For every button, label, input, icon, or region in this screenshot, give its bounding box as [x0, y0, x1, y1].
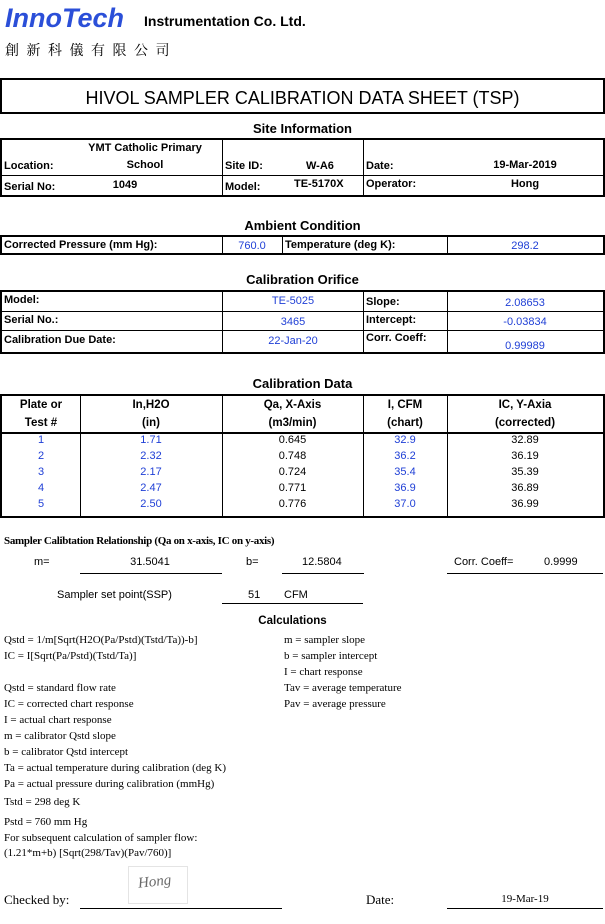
calibration-due-value: 22-Jan-20	[268, 335, 318, 347]
calibration-data-heading: Calibration Data	[252, 376, 353, 391]
site-info-heading: Site Information	[253, 121, 352, 136]
footer-date-label: Date:	[366, 892, 395, 907]
cell-inh2o: 2.17	[140, 466, 162, 478]
orifice-corr-value: 0.99989	[505, 340, 545, 352]
header-in: (in)	[142, 416, 160, 429]
orifice-intercept-value: -0.03834	[503, 316, 547, 328]
calculations-heading: Calculations	[258, 615, 327, 627]
def-m: m = calibrator Qstd slope	[4, 730, 116, 742]
company-brand: InnoTech	[5, 3, 124, 33]
location-value-line1: YMT Catholic Primary	[88, 142, 202, 154]
calibration-due-label: Calibration Due Date:	[4, 334, 116, 346]
cell-test: 3	[37, 466, 45, 478]
formula-qstd: Qstd = 1/m[Sqrt(H2O(Pa/Pstd)(Tstd/Ta))-b]	[4, 634, 198, 646]
operator-value: Hong	[510, 178, 540, 190]
def-qstd: Qstd = standard flow rate	[4, 682, 116, 694]
cell-ic: 36.99	[511, 498, 539, 510]
orifice-serial-value: 3465	[280, 316, 306, 328]
sampler-corr-value: 0.9999	[544, 556, 578, 568]
cell-icfm: 37.0	[394, 498, 416, 510]
checked-by-signature: Hong	[137, 872, 173, 892]
def-pstd: Pstd = 760 mm Hg	[4, 816, 88, 828]
cell-qa: 0.645	[278, 434, 307, 446]
corrected-pressure-value: 760.0	[238, 240, 266, 252]
def-tstd: Tstd = 298 deg K	[4, 796, 81, 808]
cell-inh2o: 1.71	[140, 434, 162, 446]
header-chart: (chart)	[387, 416, 423, 429]
m-label: m=	[34, 556, 50, 568]
relationship-heading: Sampler Calibtation Relationship (Qa on x-axis, IC on y-axis)	[4, 535, 275, 547]
temperature-value: 298.2	[511, 240, 539, 252]
cell-test: 1	[37, 434, 45, 446]
b-value: 12.5804	[302, 556, 342, 568]
cell-qa: 0.748	[278, 450, 307, 462]
header-ic: IC, Y-Axia	[498, 398, 552, 411]
table-row	[2, 448, 603, 464]
header-icfm: I, CFM	[387, 398, 423, 411]
header-inh2o: In,H2O	[132, 398, 170, 411]
header-test: Test #	[24, 416, 58, 429]
cell-inh2o: 2.32	[140, 450, 162, 462]
cell-inh2o: 2.50	[140, 498, 162, 510]
cell-icfm: 36.9	[394, 482, 416, 494]
def-ta: Ta = actual temperature during calibration (deg K)	[4, 762, 226, 774]
table-row	[2, 464, 603, 480]
cell-ic: 36.89	[511, 482, 539, 494]
orifice-model-label: Model:	[4, 294, 40, 306]
operator-label: Operator:	[366, 178, 417, 190]
company-chinese-name: 創 新 科 儀 有 限 公 司	[5, 44, 172, 59]
date-value: 19-Mar-2019	[493, 159, 557, 171]
sampler-corr-label: Corr. Coeff=	[454, 556, 514, 568]
model-label: Model:	[225, 181, 261, 193]
ssp-label: Sampler set point(SSP)	[57, 589, 172, 601]
cell-icfm: 35.4	[394, 466, 416, 478]
date-label: Date:	[366, 160, 394, 172]
orifice-serial-label: Serial No.:	[4, 314, 59, 326]
orifice-slope-label: Slope:	[366, 296, 400, 308]
header-m3min: (m3/min)	[268, 416, 317, 429]
header-corrected: (corrected)	[494, 416, 556, 429]
m-value: 31.5041	[130, 556, 170, 568]
table-row	[2, 496, 603, 512]
def-b: b = calibrator Qstd intercept	[4, 746, 129, 758]
def-sampler-m: m = sampler slope	[284, 634, 366, 646]
model-value: TE-5170X	[294, 178, 344, 190]
cell-icfm: 32.9	[394, 434, 416, 446]
cell-test: 4	[37, 482, 45, 494]
formula-ic: IC = I[Sqrt(Pa/Pstd)(Tstd/Ta)]	[4, 650, 137, 662]
ssp-unit: CFM	[284, 589, 308, 601]
orifice-intercept-label: Intercept:	[366, 314, 417, 326]
def-pav: Pav = average pressure	[284, 698, 386, 710]
cell-inh2o: 2.47	[140, 482, 162, 494]
serial-value: 1049	[112, 179, 138, 191]
def-sampler-b: b = sampler intercept	[284, 650, 378, 662]
calibration-header-row-1	[2, 396, 603, 413]
cell-qa: 0.776	[278, 498, 307, 510]
table-row	[2, 432, 603, 448]
temperature-label: Temperature (deg K):	[285, 239, 396, 251]
calibration-header-row-2	[2, 413, 603, 432]
ambient-heading: Ambient Condition	[244, 218, 361, 233]
checked-by-label: Checked by:	[4, 892, 70, 907]
header-qa: Qa, X-Axis	[263, 398, 322, 411]
def-i: I = actual chart response	[4, 714, 112, 726]
corrected-pressure-label: Corrected Pressure (mm Hg):	[4, 239, 158, 251]
cell-qa: 0.771	[278, 482, 307, 494]
ssp-value: 51	[248, 589, 261, 601]
cell-test: 5	[37, 498, 45, 510]
def-pa: Pa = actual pressure during calibration (mmHg)	[4, 778, 215, 790]
site-id-value: W-A6	[306, 160, 334, 172]
cell-ic: 35.39	[511, 466, 539, 478]
serial-label: Serial No:	[4, 181, 56, 193]
location-value-line2: School	[126, 159, 164, 171]
cell-qa: 0.724	[278, 466, 307, 478]
cell-icfm: 36.2	[394, 450, 416, 462]
orifice-heading: Calibration Orifice	[246, 272, 359, 287]
cell-test: 2	[37, 450, 45, 462]
table-row	[2, 480, 603, 496]
header-plate: Plate or	[19, 398, 63, 411]
subsequent-note: For subsequent calculation of sampler flow:	[4, 832, 198, 844]
subsequent-formula: (1.21*m+b) [Sqrt(298/Tav)(Pav/760)]	[4, 847, 172, 859]
calibration-data-table	[2, 396, 603, 512]
cell-ic: 32.89	[511, 434, 539, 446]
location-label: Location:	[4, 160, 54, 172]
b-label: b=	[246, 556, 259, 568]
def-sampler-i: I = chart response	[284, 666, 363, 678]
orifice-corr-label: Corr. Coeff:	[366, 332, 427, 344]
def-tav: Tav = average temperature	[284, 682, 402, 694]
cell-ic: 36.19	[511, 450, 539, 462]
footer-date-value: 19-Mar-19	[501, 893, 549, 905]
site-id-label: Site ID:	[225, 160, 263, 172]
orifice-slope-value: 2.08653	[505, 297, 545, 309]
orifice-model-value: TE-5025	[271, 295, 315, 307]
page-title: HIVOL SAMPLER CALIBRATION DATA SHEET (TSP)	[85, 88, 520, 108]
def-ic: IC = corrected chart response	[4, 698, 134, 710]
company-name: Instrumentation Co. Ltd.	[144, 13, 306, 29]
